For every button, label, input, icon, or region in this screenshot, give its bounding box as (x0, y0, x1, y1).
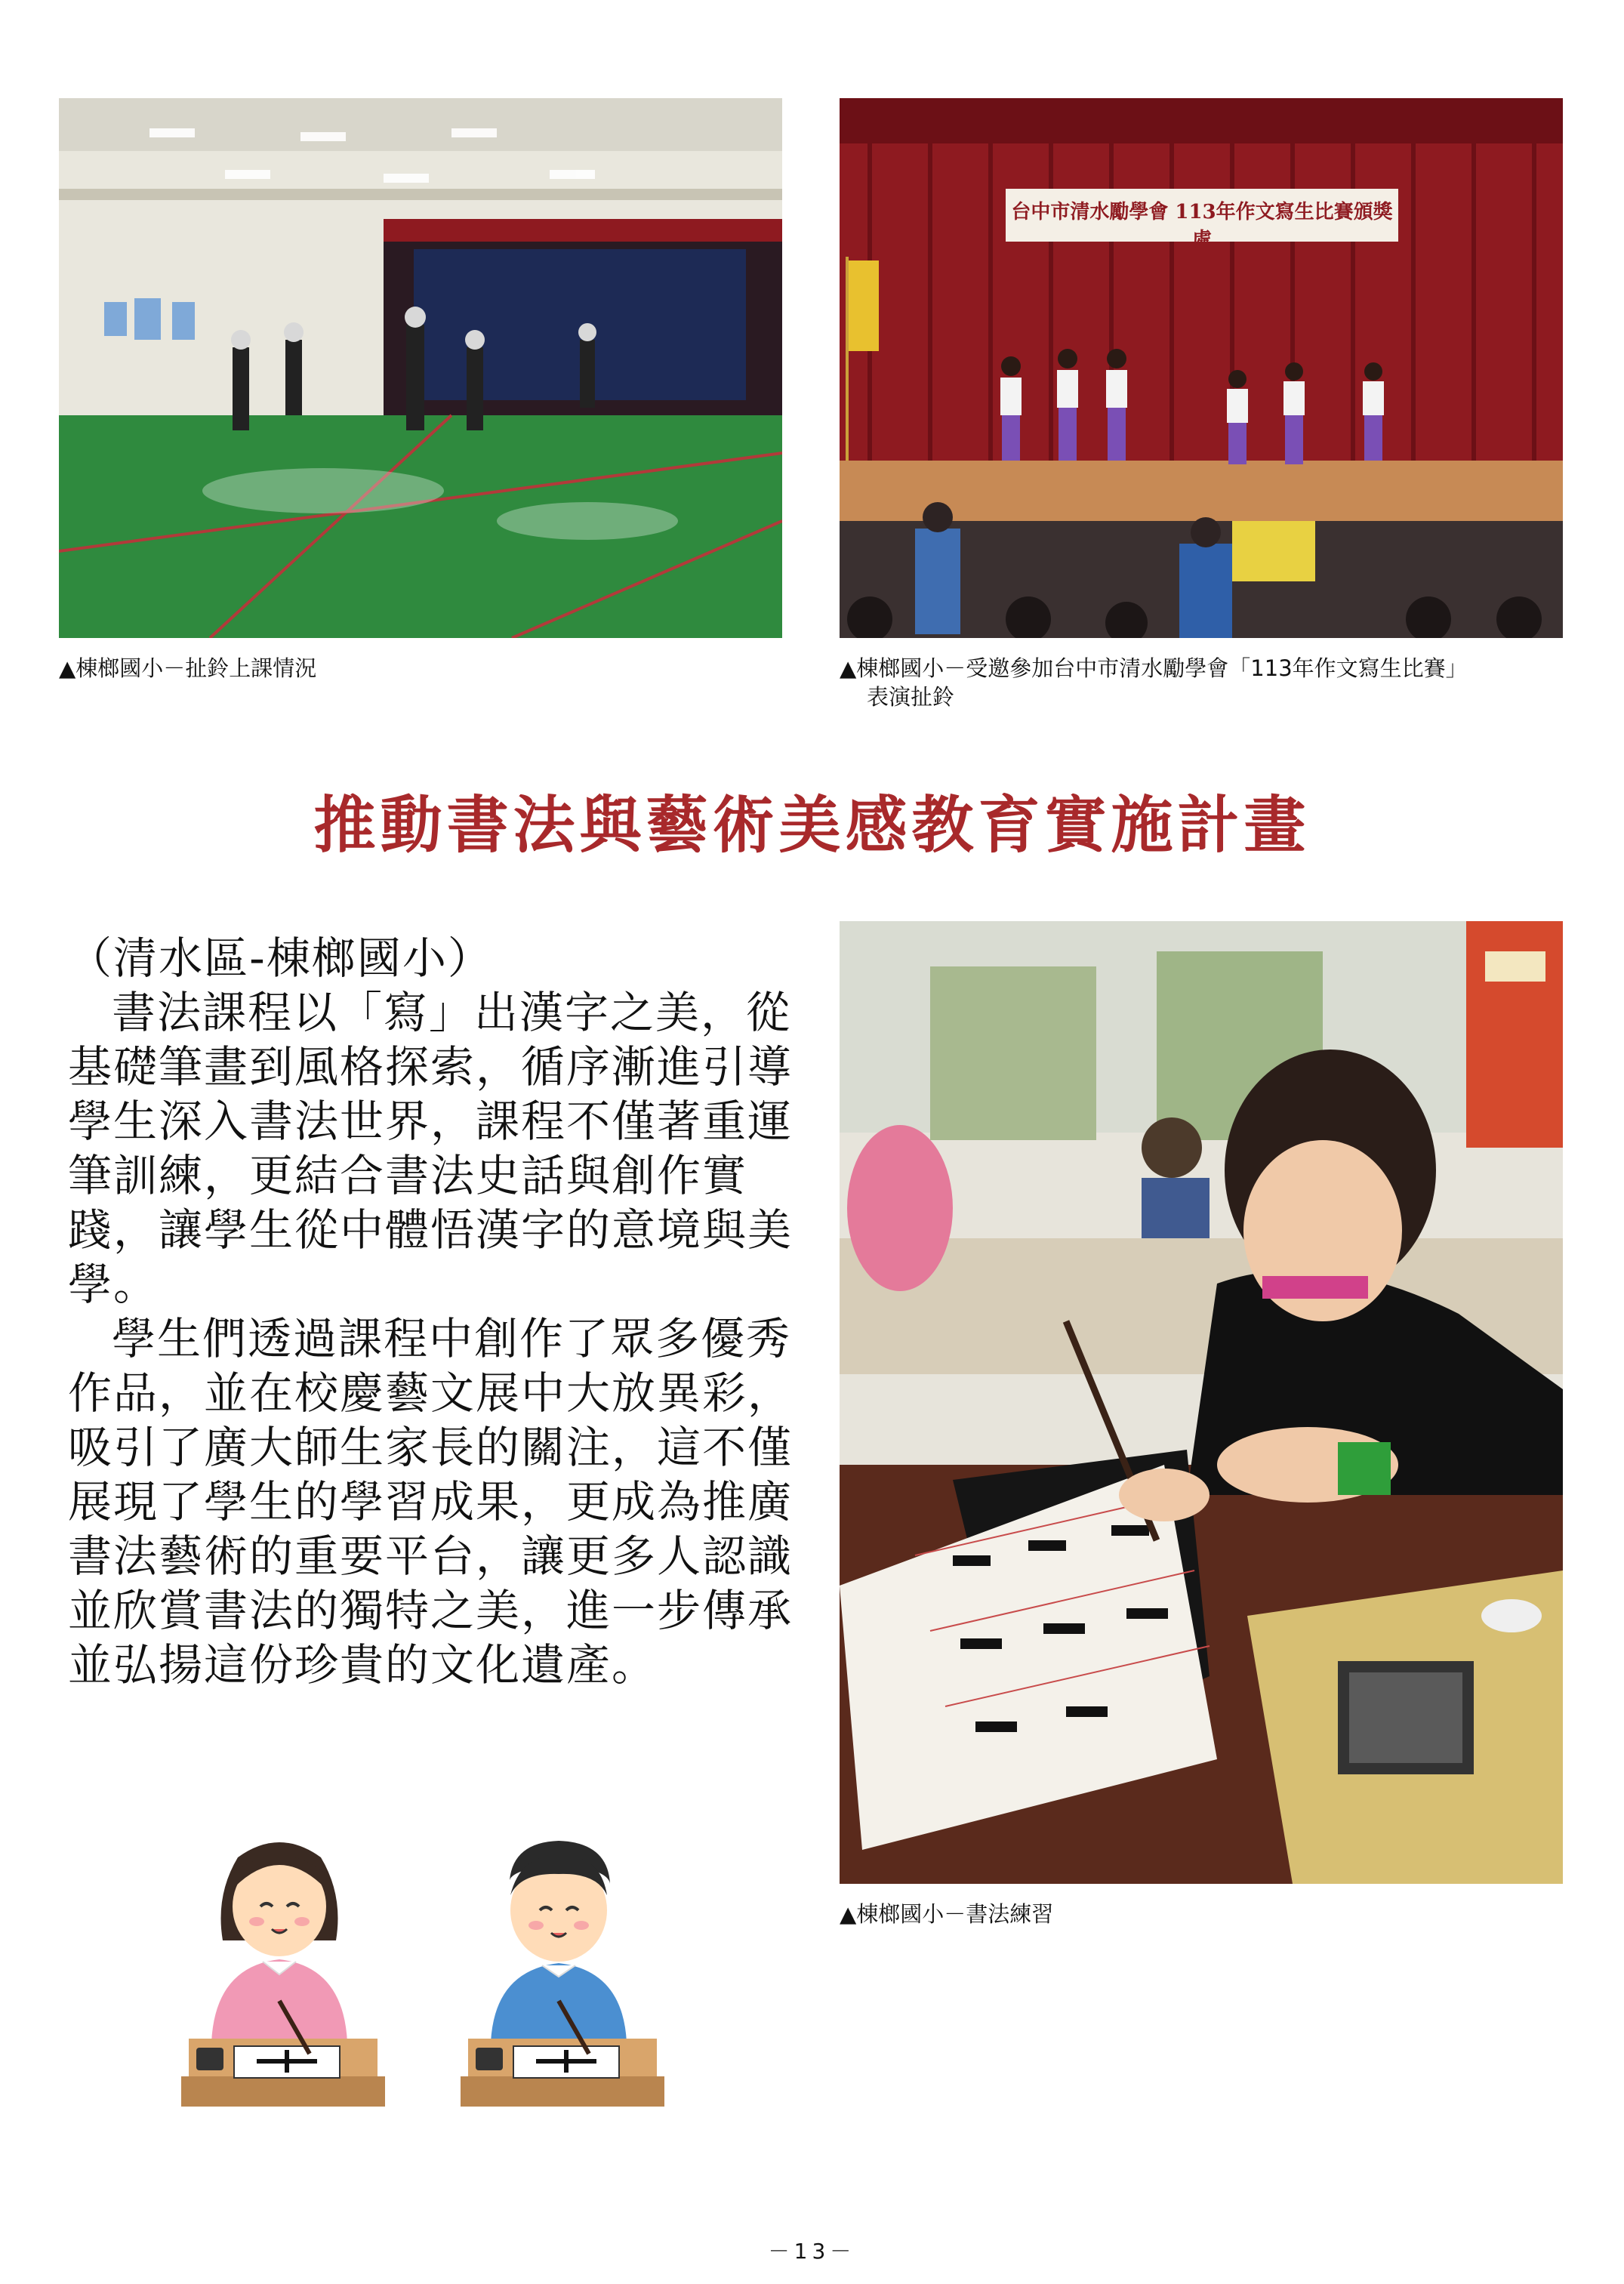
article-source: （清水區-棟榔國小） (68, 932, 493, 984)
photo-stage-performance (840, 98, 1563, 638)
page-number: －13－ (768, 2239, 856, 2264)
photo2-caption-line1: ▲棟榔國小－受邀參加台中市清水勵學會「113年作文寫生比賽」 (840, 655, 1468, 681)
article-paragraph-2: 學生們透過課程中創作了眾多優秀作品，並在校慶藝文展中大放異彩，吸引了廣大師生家長的關注，這不僅展現了學生的學習成果，更成為推廣書法藝術的重要平台，讓更多人認識並欣賞書法的獨特之美，進一步傳承並弘揚這份珍貴的文化遺產。 (68, 1313, 794, 1691)
photo3-caption: ▲棟榔國小－書法練習 (840, 1901, 1054, 1927)
article-title: 推動書法與藝術美感教育實施計畫 (313, 790, 1311, 862)
article-paragraph-1: 書法課程以「寫」出漢字之美，從基礎筆畫到風格探索，循序漸進引導學生深入書法世界，課程不僅著重運筆訓練，更結合書法史話與創作實踐，讓學生從中體悟漢字的意境與美學。 (68, 987, 794, 1310)
photo2-caption (840, 654, 1468, 711)
photo-calligraphy-practice (840, 921, 1563, 1884)
article-body (68, 931, 793, 1692)
girl-figure (181, 1842, 385, 2107)
calligraphy-students-illustration (166, 1827, 687, 2122)
boy-figure (461, 1841, 664, 2107)
photo1-caption: ▲棟榔國小－扯鈴上課情況 (59, 655, 317, 681)
photo2-caption-line2: 表演扯鈴 (867, 684, 955, 710)
photo-gym-practice (59, 98, 782, 638)
stage-banner: 台中市清水勵學會 113年作文寫生比賽頒獎處 (1011, 201, 1393, 251)
